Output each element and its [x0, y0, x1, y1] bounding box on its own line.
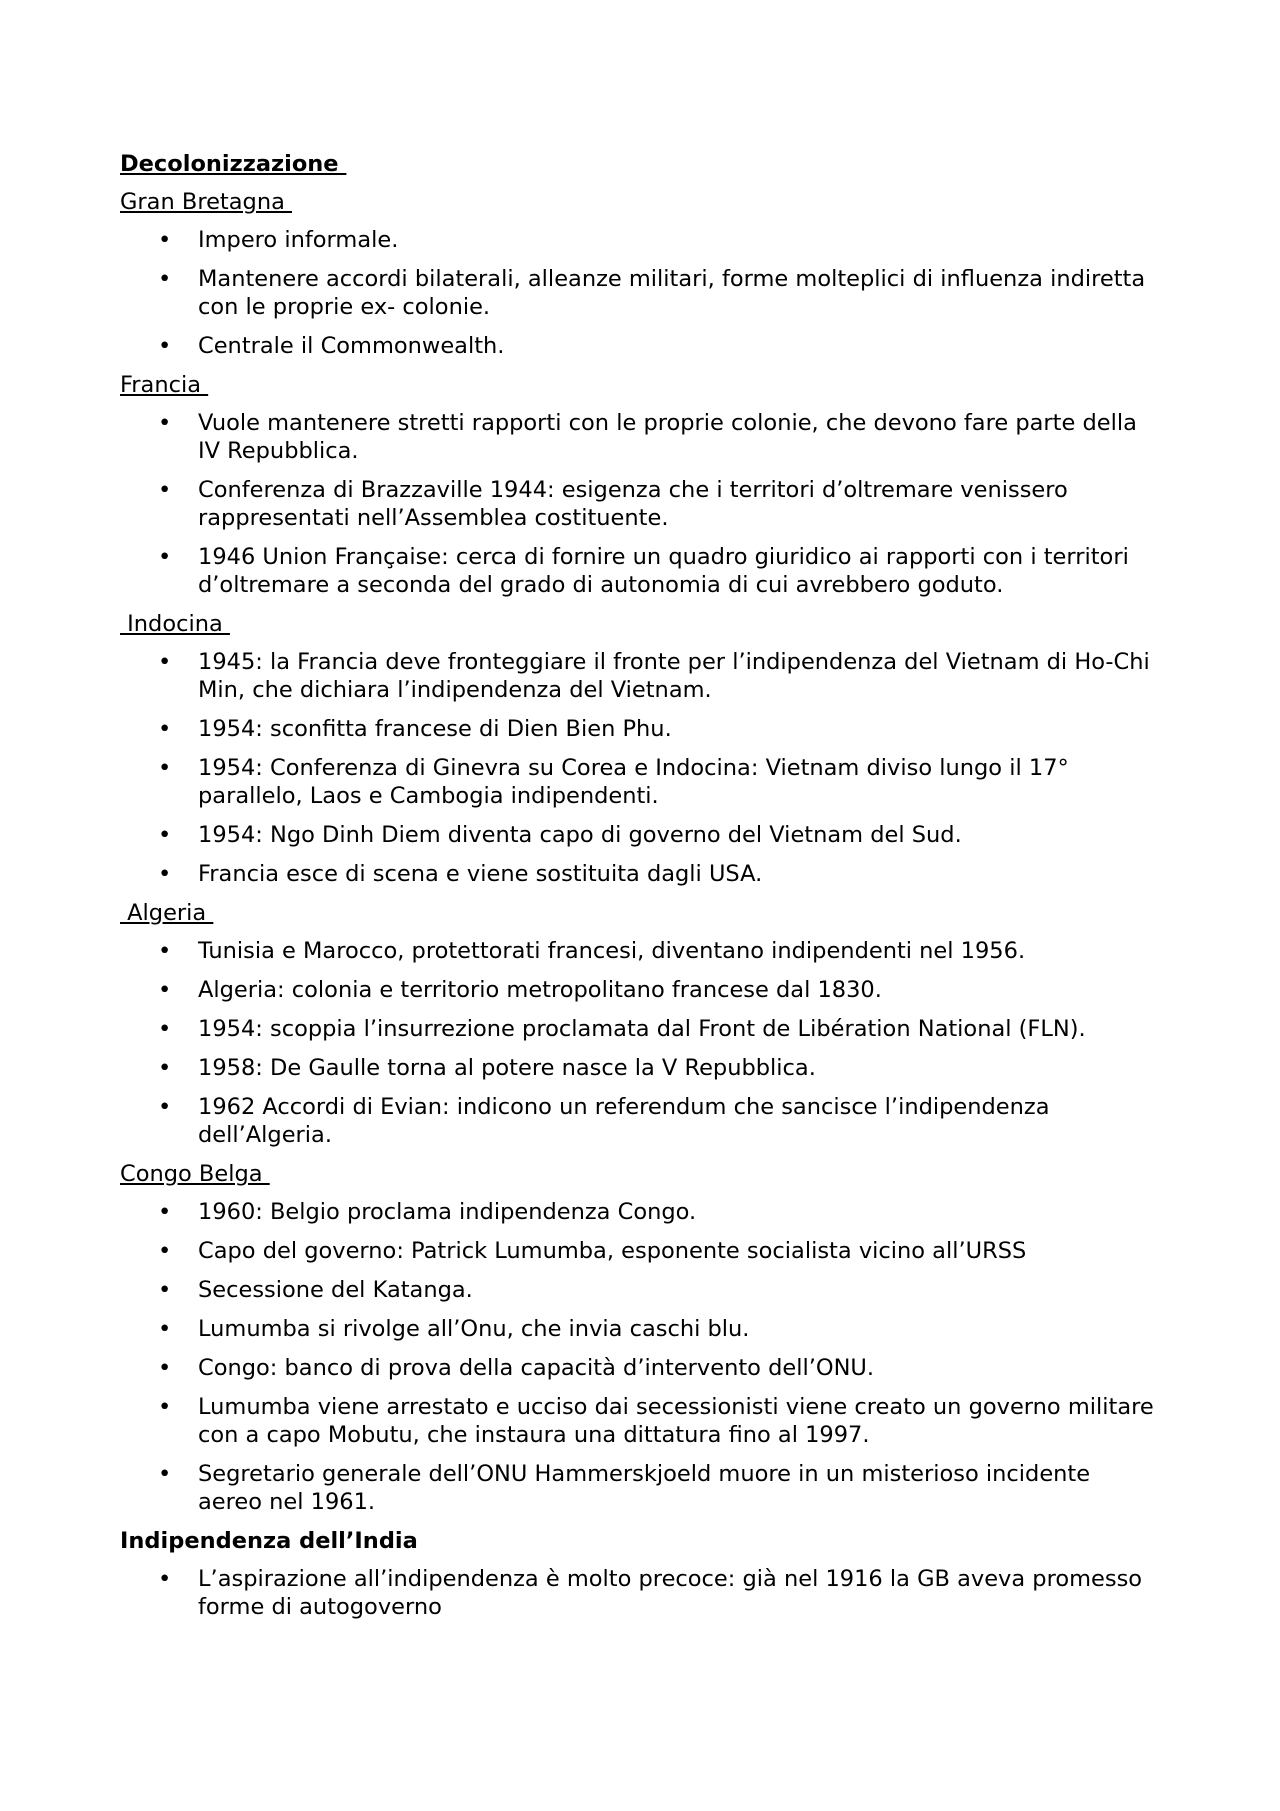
list-item [120, 976, 1160, 1004]
section-heading-congo-belga: Congo Belga [120, 1161, 270, 1187]
bullet-list-gran-bretagna [120, 226, 1160, 360]
list-item-text: Congo: banco di prova della capacità d’intervento dell’ONU. [198, 1355, 875, 1381]
list-item [120, 1393, 1160, 1449]
list-item [120, 1276, 1160, 1304]
list-item [120, 1198, 1160, 1226]
list-item-text: Tunisia e Marocco, protettorati francesi, diventano indipendenti nel 1956. [198, 938, 1026, 964]
list-item [120, 821, 1160, 849]
list-item [120, 1460, 1160, 1516]
bullet-icon: • [158, 977, 172, 1003]
section-heading-francia: Francia [120, 372, 209, 398]
list-item [120, 715, 1160, 743]
section-heading-indocina: Indocina [120, 611, 230, 637]
bullet-icon: • [158, 938, 172, 964]
bullet-list-congo-belga [120, 1198, 1160, 1516]
bullet-icon: • [158, 477, 172, 503]
list-item [120, 754, 1160, 810]
list-item-text: Secessione del Katanga. [198, 1277, 473, 1303]
list-item [120, 476, 1160, 532]
list-item-text: 1962 Accordi di Evian: indicono un referendum che sancisce l’indipendenza dell’Algeria. [198, 1094, 1050, 1148]
bullet-icon: • [158, 1094, 172, 1120]
list-item [120, 226, 1160, 254]
list-item-text: Impero informale. [198, 227, 399, 253]
bullet-icon: • [158, 1016, 172, 1042]
document-body [120, 150, 1160, 1632]
list-item-text: Centrale il Commonwealth. [198, 333, 505, 359]
bullet-icon: • [158, 1461, 172, 1487]
bullet-icon: • [158, 1394, 172, 1420]
bullet-icon: • [158, 1316, 172, 1342]
list-item-text: Segretario generale dell’ONU Hammerskjoeld muore in un misterioso incidente aereo nel 1961. [198, 1461, 1091, 1515]
section-heading-india: Indipendenza dell’India [120, 1528, 418, 1554]
document-title: Decolonizzazione [120, 151, 347, 177]
bullet-icon: • [158, 1277, 172, 1303]
bullet-icon: • [158, 1566, 172, 1592]
list-item-text: 1954: Ngo Dinh Diem diventa capo di governo del Vietnam del Sud. [198, 822, 962, 848]
list-item [120, 1354, 1160, 1382]
list-item-text: Vuole mantenere stretti rapporti con le proprie colonie, che devono fare parte della IV Repubblica. [198, 410, 1137, 464]
bullet-icon: • [158, 544, 172, 570]
section-heading-gran-bretagna: Gran Bretagna [120, 189, 293, 215]
list-item-text: 1946 Union Française: cerca di fornire un quadro giuridico ai rapporti con i territori d’oltremare a seconda del grado di autonomia di cui avrebbero goduto. [198, 544, 1129, 598]
bullet-icon: • [158, 266, 172, 292]
list-item-text: 1958: De Gaulle torna al potere nasce la V Repubblica. [198, 1055, 816, 1081]
list-item-text: 1954: Conferenza di Ginevra su Corea e Indocina: Vietnam diviso lungo il 17° parallelo, Laos e Cambogia indipendenti. [198, 755, 1069, 809]
bullet-list-francia [120, 409, 1160, 599]
bullet-list-algeria [120, 937, 1160, 1149]
bullet-icon: • [158, 822, 172, 848]
bullet-icon: • [158, 333, 172, 359]
list-item-text: Francia esce di scena e viene sostituita dagli USA. [198, 861, 763, 887]
list-item-text: Lumumba viene arrestato e ucciso dai secessionisti viene creato un governo militare con a capo Mobutu, che instaura una dittatura fino al 1997. [198, 1394, 1154, 1448]
bullet-list-indocina [120, 648, 1160, 888]
list-item-text: Capo del governo: Patrick Lumumba, esponente socialista vicino all’URSS [198, 1238, 1027, 1264]
bullet-icon: • [158, 227, 172, 253]
list-item-text: Conferenza di Brazzaville 1944: esigenza che i territori d’oltremare venissero rappresentati nell’Assemblea costituente. [198, 477, 1068, 531]
list-item-text: 1960: Belgio proclama indipendenza Congo. [198, 1199, 697, 1225]
list-item-text: 1945: la Francia deve fronteggiare il fronte per l’indipendenza del Vietnam di Ho-Chi Min, che dichiara l’indipendenza del Vietnam. [198, 649, 1150, 703]
bullet-icon: • [158, 1238, 172, 1264]
section-heading-algeria: Algeria [120, 900, 214, 926]
bullet-icon: • [158, 716, 172, 742]
bullet-icon: • [158, 1355, 172, 1381]
bullet-icon: • [158, 1055, 172, 1081]
list-item-text: Lumumba si rivolge all’Onu, che invia caschi blu. [198, 1316, 750, 1342]
list-item-text: Mantenere accordi bilaterali, alleanze militari, forme molteplici di influenza indiretta con le proprie ex- colonie. [198, 266, 1146, 320]
list-item [120, 332, 1160, 360]
list-item [120, 1093, 1160, 1149]
bullet-list-india [120, 1565, 1160, 1621]
list-item [120, 1015, 1160, 1043]
list-item [120, 937, 1160, 965]
list-item [120, 1315, 1160, 1343]
list-item [120, 543, 1160, 599]
list-item [120, 1565, 1160, 1621]
list-item [120, 1237, 1160, 1265]
list-item-text: Algeria: colonia e territorio metropolitano francese dal 1830. [198, 977, 882, 1003]
list-item [120, 265, 1160, 321]
list-item-text: 1954: scoppia l’insurrezione proclamata dal Front de Libération National (FLN). [198, 1016, 1086, 1042]
bullet-icon: • [158, 649, 172, 675]
bullet-icon: • [158, 755, 172, 781]
bullet-icon: • [158, 410, 172, 436]
list-item [120, 409, 1160, 465]
bullet-icon: • [158, 1199, 172, 1225]
list-item-text: L’aspirazione all’indipendenza è molto precoce: già nel 1916 la GB aveva promesso forme di autogoverno [198, 1566, 1143, 1620]
list-item [120, 648, 1160, 704]
bullet-icon: • [158, 861, 172, 887]
list-item [120, 860, 1160, 888]
list-item [120, 1054, 1160, 1082]
list-item-text: 1954: sconfitta francese di Dien Bien Phu. [198, 716, 672, 742]
